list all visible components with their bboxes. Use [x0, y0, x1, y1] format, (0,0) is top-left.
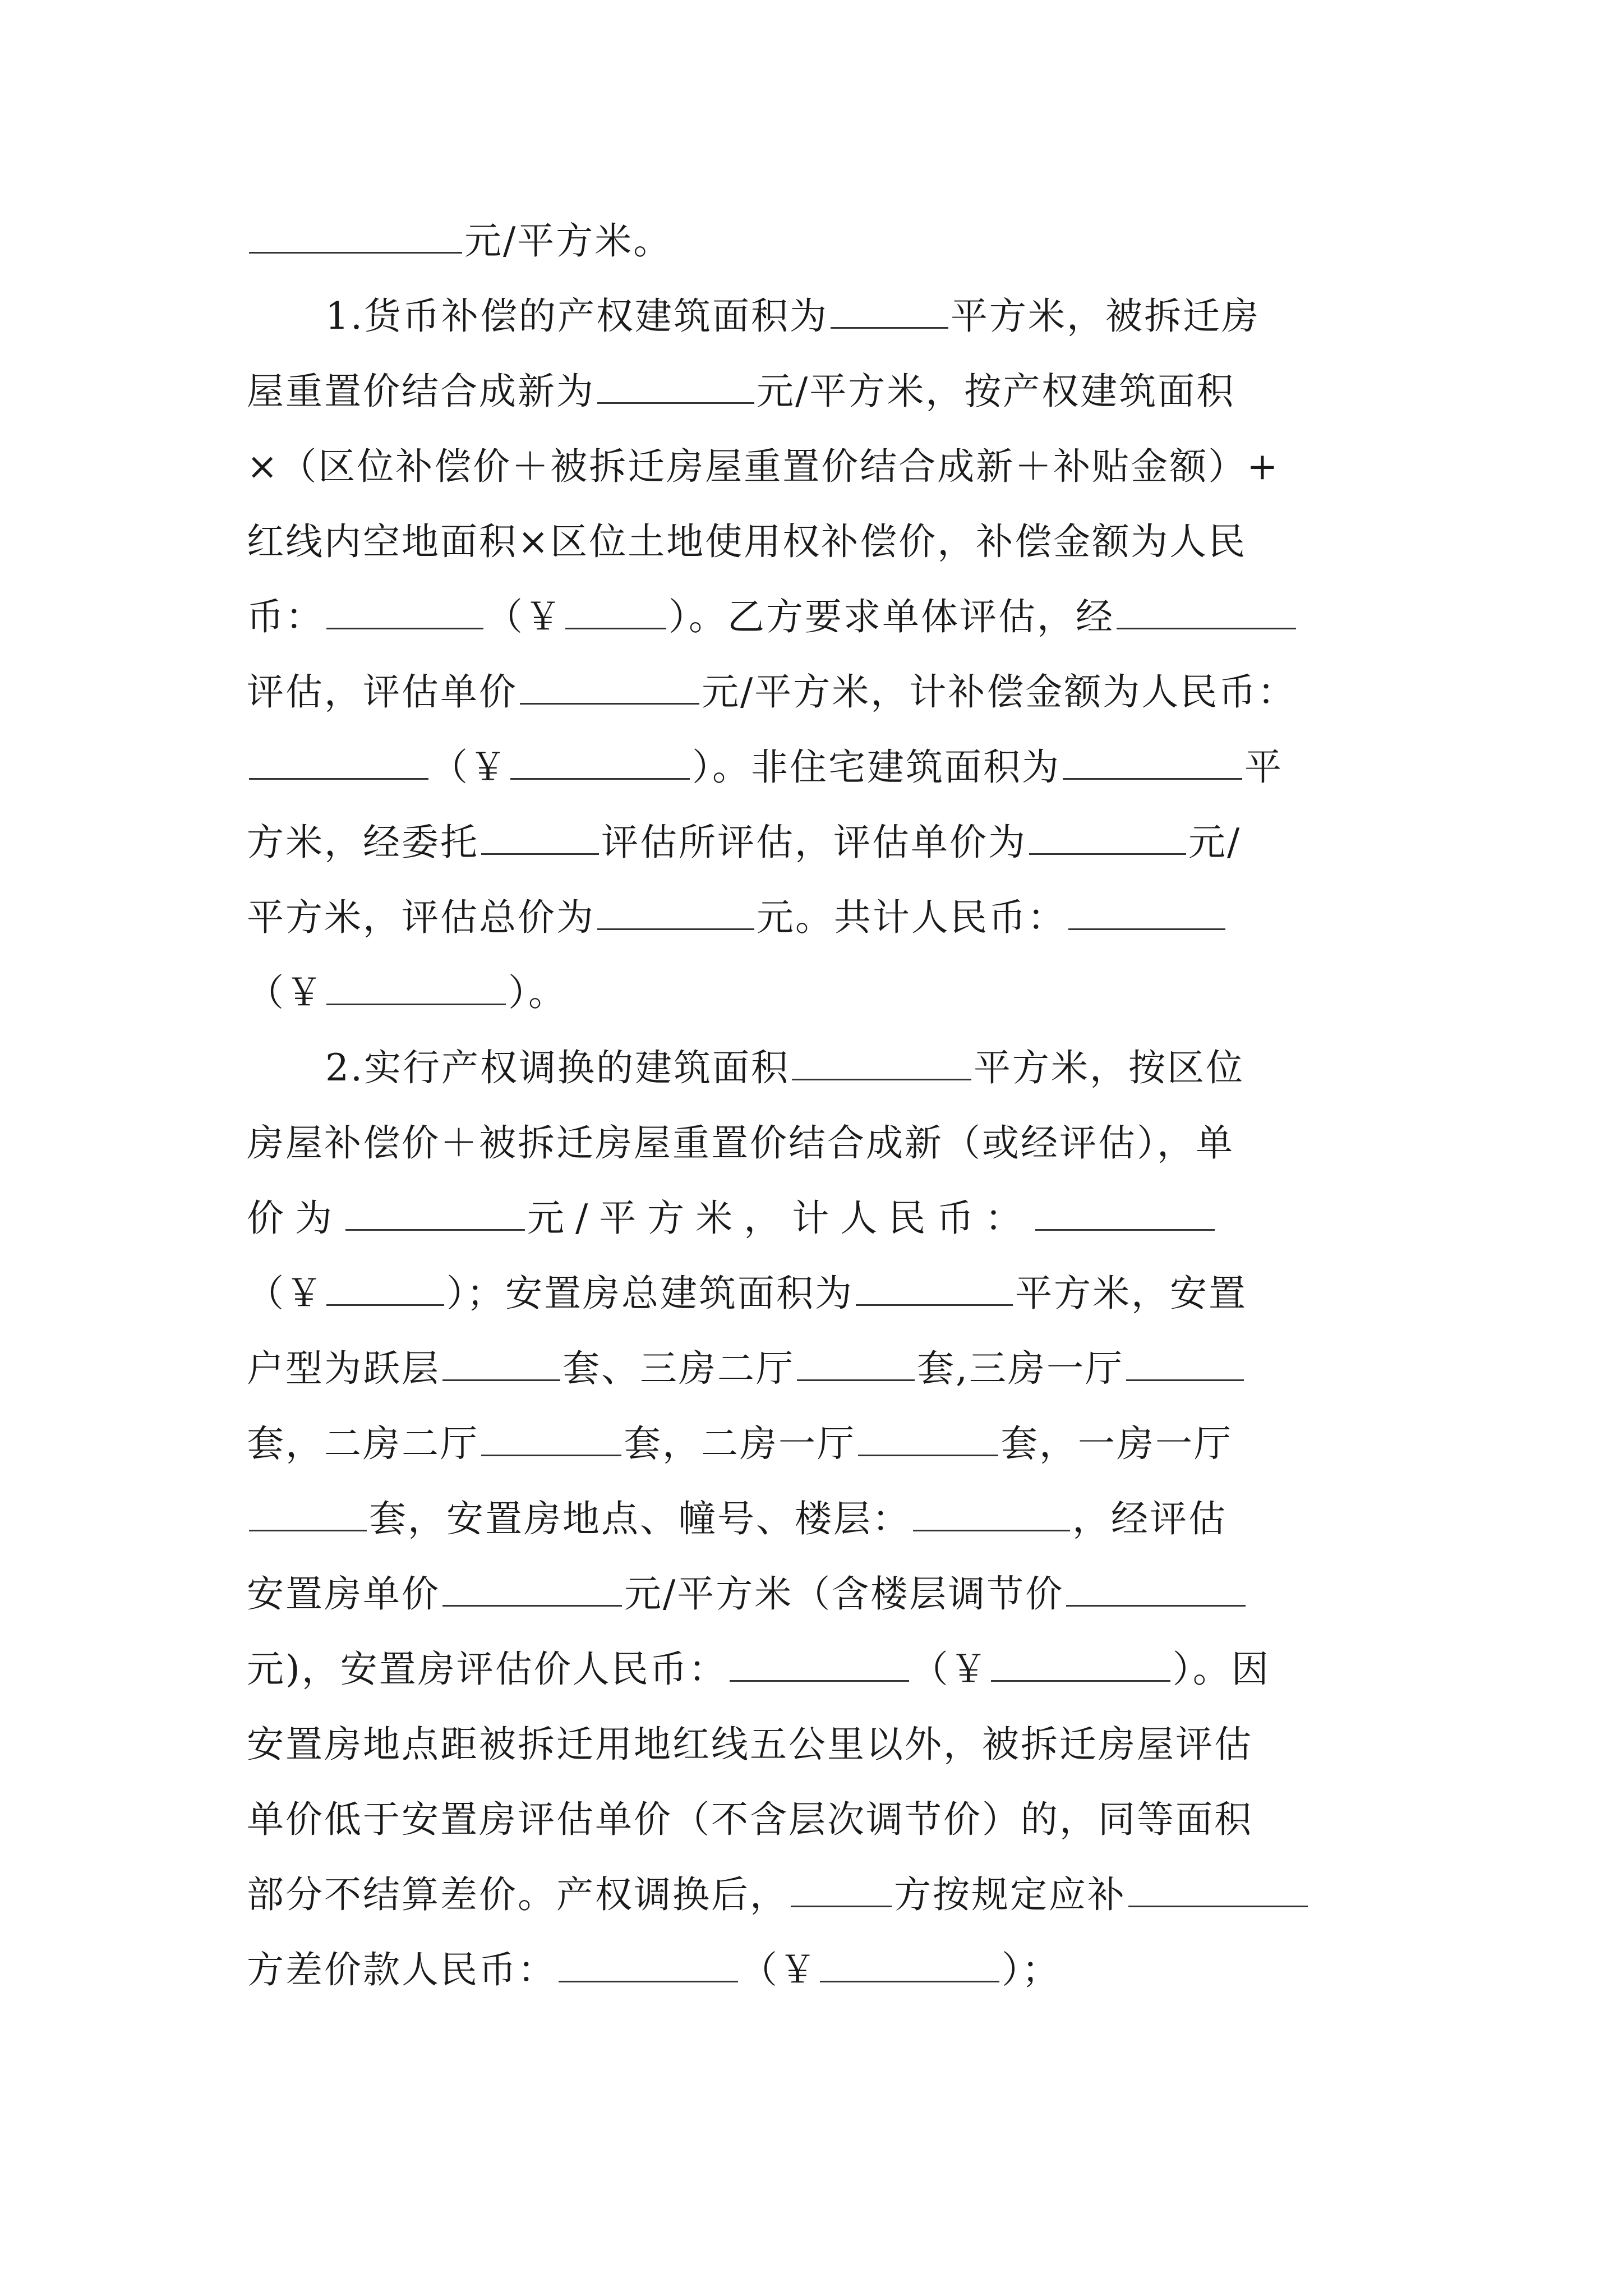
text-segment: 元/平方米，计人民币：	[527, 1197, 1034, 1240]
text-segment: 方米，经委托	[247, 821, 479, 864]
text-segment: ，经评估	[1072, 1497, 1227, 1540]
text-segment: 方按规定应补	[894, 1873, 1126, 1916]
fill-blank[interactable]	[249, 218, 462, 254]
text-segment: （￥	[247, 1272, 324, 1315]
text-line	[247, 734, 1385, 801]
text-line	[247, 508, 1385, 576]
fill-blank[interactable]	[481, 820, 599, 855]
fill-blank[interactable]	[1066, 1571, 1246, 1607]
fill-blank[interactable]	[1035, 1195, 1215, 1231]
text-line	[247, 1936, 1385, 2004]
text-segment: 平方米，安置	[1015, 1272, 1247, 1315]
text-segment: 元。共计人民币：	[757, 896, 1066, 939]
fill-blank[interactable]	[559, 1947, 738, 1982]
text-segment: 评估，评估单价	[247, 670, 518, 714]
text-segment: 平方米，评估总价为	[247, 896, 595, 939]
text-segment: （￥	[911, 1648, 989, 1691]
text-line	[247, 959, 1385, 1027]
text-segment: ）；安置房总建筑面积为	[446, 1272, 854, 1315]
fill-blank[interactable]	[442, 1571, 622, 1607]
text-segment: 价为	[247, 1197, 343, 1240]
text-line	[247, 433, 1385, 500]
fill-blank[interactable]	[510, 744, 690, 780]
fill-blank[interactable]	[1029, 820, 1186, 855]
fill-blank[interactable]	[856, 1271, 1013, 1306]
text-line	[247, 358, 1385, 425]
fill-blank[interactable]	[831, 293, 948, 329]
text-line	[247, 1185, 1385, 1252]
fill-blank[interactable]	[820, 1947, 999, 1982]
fill-blank[interactable]	[326, 970, 506, 1005]
fill-blank[interactable]	[913, 1496, 1070, 1531]
text-segment: 户型为跃层	[247, 1347, 440, 1390]
text-line	[247, 1260, 1385, 1327]
text-segment: （￥	[431, 746, 508, 789]
text-line	[247, 884, 1385, 951]
fill-blank[interactable]	[1068, 895, 1225, 930]
paragraph-2-start	[325, 1034, 1385, 1102]
fill-blank[interactable]	[597, 895, 754, 930]
text-line	[247, 809, 1385, 876]
text-segment: （￥	[740, 1948, 818, 1991]
text-segment: 元/平方米，按产权建筑面积	[757, 370, 1235, 413]
text-line	[247, 208, 1385, 275]
text-line	[247, 583, 1385, 651]
text-segment: 评估所评估，评估单价为	[601, 821, 1027, 864]
text-segment: 平	[1244, 746, 1283, 789]
text-segment: ）。乙方要求单体评估，经	[668, 595, 1114, 638]
fill-blank[interactable]	[1128, 1872, 1308, 1907]
fill-blank[interactable]	[520, 669, 699, 705]
fill-blank[interactable]	[565, 594, 666, 629]
fill-blank[interactable]	[326, 594, 483, 629]
text-segment: 安置房单价	[247, 1572, 440, 1616]
text-line	[247, 1485, 1385, 1553]
fill-blank[interactable]	[442, 1346, 560, 1381]
fill-blank[interactable]	[249, 1496, 367, 1531]
fill-blank[interactable]	[797, 1346, 915, 1381]
text-segment: 屋重置价结合成新为	[247, 370, 595, 413]
text-segment: ）。非住宅建筑面积为	[692, 746, 1061, 789]
text-segment: 套，二房二厅	[247, 1422, 479, 1465]
text-segment: 红线内空地面积×区位土地使用权补偿价，补偿金额为人民	[247, 520, 1247, 563]
text-segment: 平方米，按区位	[973, 1046, 1244, 1089]
fill-blank[interactable]	[1126, 1346, 1244, 1381]
text-line	[247, 1786, 1385, 1853]
fill-blank[interactable]	[858, 1421, 998, 1456]
fill-blank[interactable]	[249, 744, 428, 780]
text-segment: 安置房地点距被拆迁用地红线五公里以外，被拆迁房屋评估	[247, 1723, 1253, 1766]
text-segment: 2.实行产权调换的建筑面积	[325, 1046, 790, 1089]
fill-blank[interactable]	[792, 1045, 971, 1080]
text-line	[247, 1335, 1385, 1402]
fill-blank[interactable]	[1063, 744, 1242, 780]
text-line	[247, 1110, 1385, 1177]
text-segment: 元)，安置房评估价人民币：	[247, 1648, 727, 1691]
text-segment: 方差价款人民币：	[247, 1948, 556, 1991]
text-line	[247, 1410, 1385, 1478]
text-segment: 平方米，被拆迁房	[950, 295, 1260, 338]
text-segment: 元/平方米，计补偿金额为人民币：	[702, 670, 1297, 714]
fill-blank[interactable]	[345, 1195, 525, 1231]
text-segment: 部分不结算差价。产权调换后，	[247, 1873, 789, 1916]
text-segment: 币：	[247, 595, 324, 638]
text-segment: 套，二房一厅	[624, 1422, 856, 1465]
fill-blank[interactable]	[597, 369, 754, 404]
text-segment: ）。	[508, 971, 567, 1014]
text-segment: （￥	[486, 595, 563, 638]
text-line	[247, 659, 1385, 726]
text-segment: 单价低于安置房评估单价（不含层次调节价）的，同等面积	[247, 1798, 1253, 1841]
fill-blank[interactable]	[481, 1421, 621, 1456]
text-segment: ×（区位补偿价＋被拆迁房屋重置价结合成新＋补贴金额）+	[247, 445, 1280, 488]
text-segment: ）；	[1002, 1948, 1061, 1991]
fill-blank[interactable]	[791, 1872, 892, 1907]
fill-blank[interactable]	[326, 1271, 444, 1306]
text-segment: 套，一房一厅	[1000, 1422, 1233, 1465]
text-segment: 元/平方米。	[464, 219, 672, 263]
text-segment: 元/	[1188, 821, 1242, 864]
text-segment: 1.货币补偿的产权建筑面积为	[325, 295, 828, 338]
text-line	[247, 1861, 1385, 1929]
text-segment: 套，安置房地点、幢号、楼层：	[369, 1497, 911, 1540]
fill-blank[interactable]	[991, 1646, 1170, 1682]
text-segment: 套,三房一厅	[917, 1347, 1124, 1390]
text-segment: （￥	[247, 971, 324, 1014]
text-segment: ）。因	[1172, 1648, 1270, 1691]
text-segment: 套、三房二厅	[562, 1347, 795, 1390]
text-line	[247, 1711, 1385, 1778]
text-line	[247, 1636, 1385, 1703]
fill-blank[interactable]	[730, 1646, 909, 1682]
text-line	[247, 1561, 1385, 1628]
text-segment: 元/平方米（含楼层调节价	[624, 1572, 1064, 1616]
fill-blank[interactable]	[1117, 594, 1296, 629]
text-segment: 房屋补偿价＋被拆迁房屋重置价结合成新（或经评估），单	[247, 1121, 1234, 1165]
paragraph-1-start	[325, 283, 1385, 350]
